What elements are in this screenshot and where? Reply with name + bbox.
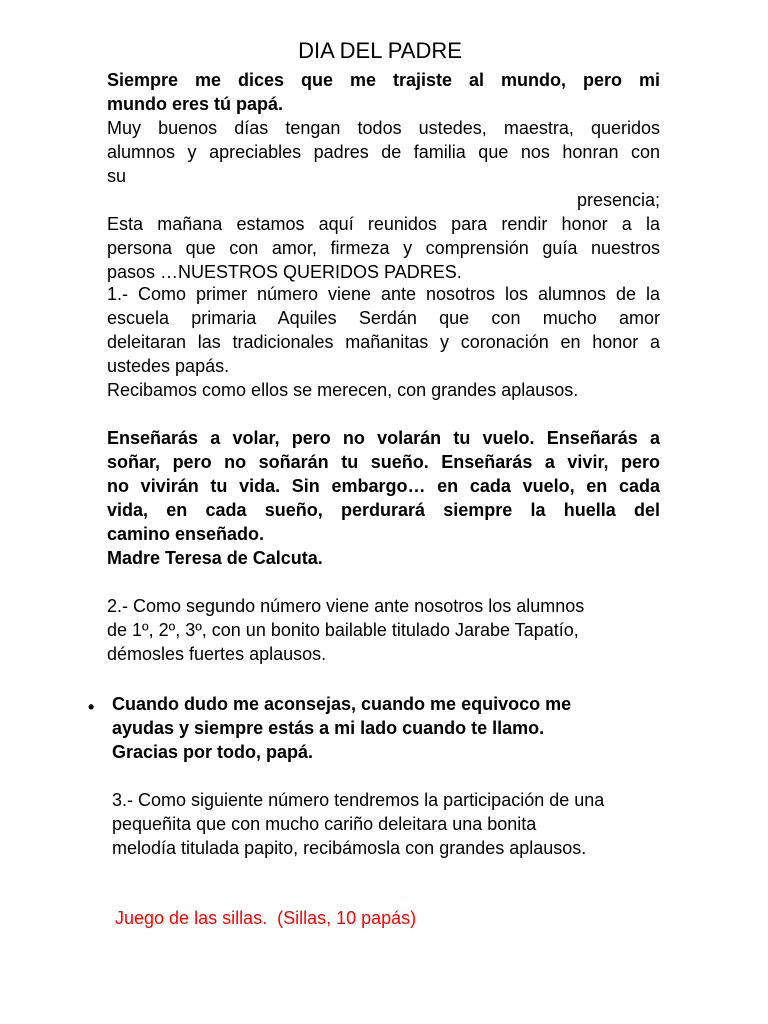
number1-line: escuela primaria Aquiles Serdán que con mucho amor (107, 308, 660, 328)
quote2-line: soñar, pero no soñarán tu sueño. Enseñarás a vivir, pero (107, 452, 660, 472)
quote-gracias-papa (112, 692, 652, 764)
game-line (115, 906, 668, 930)
quote2-line: vida, en cada sueño, perdurará siempre la huella del (107, 500, 660, 520)
number3-line: pequeñita que con mucho cariño deleitara una bonita (112, 814, 537, 834)
quote2-line: no vivirán tu vida. Sin embargo… en cada vuelo, en cada (107, 476, 660, 496)
number1-line: ustedes papás. (107, 356, 230, 376)
number1-line: 1.- Como primer número viene ante nosotros los alumnos de la (107, 284, 660, 304)
quote3-line: ayudas y siempre estás a mi lado cuando te llamo. (112, 718, 545, 738)
welcome-line: pasos …NUESTROS QUERIDOS PADRES. (107, 262, 462, 282)
bullet-icon: • (88, 697, 95, 717)
welcome-line: persona que con amor, firmeza y comprensión guía nuestros (107, 238, 660, 258)
quote2-line: Enseñarás a volar, pero no volarán tu vuelo. Enseñarás a (107, 428, 660, 448)
program-number-3 (112, 788, 662, 860)
welcome-paragraph (107, 116, 660, 284)
quote3-line: Cuando dudo me aconsejas, cuando me equivoco me (112, 694, 572, 714)
program-number-1 (107, 282, 660, 402)
quote2-author: Madre Teresa de Calcuta. (107, 548, 323, 568)
number2-line: démosles fuertes aplausos. (107, 644, 327, 664)
quote2-line: camino enseñado. (107, 524, 265, 544)
number2-line: 2.- Como segundo número viene ante nosotros los alumnos (107, 596, 585, 616)
game-text: Juego de las sillas. (Sillas, 10 papás) (115, 908, 417, 928)
number1-line: deleitaran las tradicionales mañanitas y coronación en honor a (107, 332, 660, 352)
intro-quote-line: Siempre me dices que me trajiste al mundo, pero mi (107, 70, 660, 90)
welcome-line: su (107, 166, 127, 186)
number3-line: 3.- Como siguiente número tendremos la participación de una (112, 790, 605, 810)
intro-quote (107, 68, 660, 116)
quote-madre-teresa (107, 426, 660, 570)
welcome-line: alumnos y apreciables padres de familia que nos honran con (107, 142, 660, 162)
program-number-2 (107, 594, 660, 666)
intro-quote-line: mundo eres tú papá. (107, 94, 284, 114)
title-text: DIA DEL PADRE (298, 38, 462, 63)
quote3-line: Gracias por todo, papá. (112, 742, 314, 762)
welcome-line: Esta mañana estamos aquí reunidos para rendir honor a la (107, 214, 660, 234)
number3-line: melodía titulada papito, recibámosla con grandes aplausos. (112, 838, 587, 858)
number2-line: de 1º, 2º, 3º, con un bonito bailable titulado Jarabe Tapatío, (107, 620, 579, 640)
welcome-line: Muy buenos días tengan todos ustedes, maestra, queridos (107, 118, 660, 138)
number1-line: Recibamos como ellos se merecen, con grandes aplausos. (107, 380, 579, 400)
welcome-line: presencia; (576, 190, 660, 210)
document-title (0, 36, 768, 66)
